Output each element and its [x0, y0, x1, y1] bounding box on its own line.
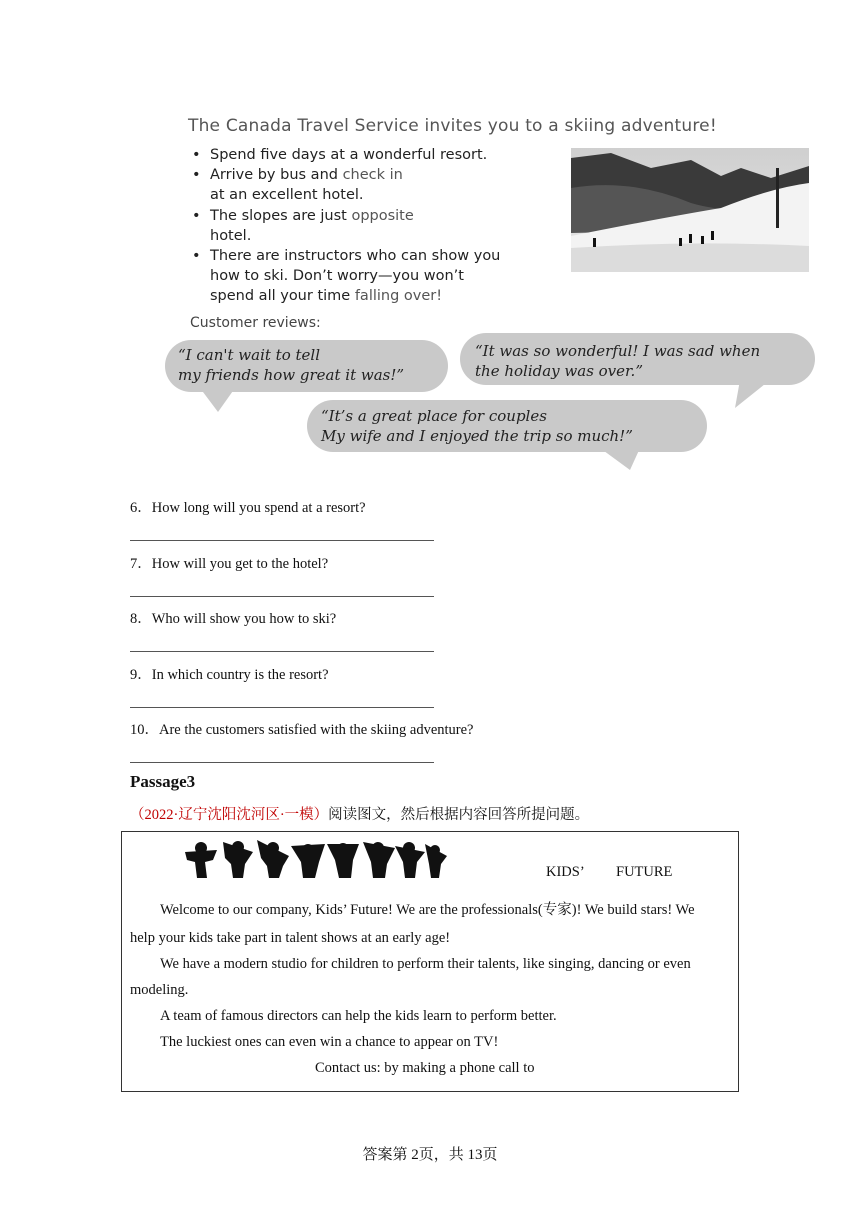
- ad-bullet-1: • Spend five days at a wonderful resort.: [192, 147, 488, 163]
- ad-bullet-4-line2: how to ski. Don’t worry—you won’t: [210, 268, 464, 284]
- kids-paragraph-1-line1: Welcome to our company, Kids’ Future! We are the professionals(专家)! We build stars! We: [160, 902, 695, 918]
- review-3: “It’s a great place for couples My wife and I enjoyed the trip so much!”: [321, 407, 633, 445]
- kids-paragraph-2-line2: modeling.: [130, 982, 189, 998]
- answer-line-7: [130, 596, 434, 597]
- ad-bullet-3: • The slopes are just opposite: [192, 208, 414, 224]
- ad-bullet-2: • Arrive by bus and check in: [192, 167, 403, 183]
- kids-paragraph-2-line1: We have a modern studio for children to perform their talents, like singing, dancing or even: [160, 956, 691, 972]
- ad-bullet-4: • There are instructors who can show you: [192, 248, 501, 264]
- answer-line-9: [130, 707, 434, 708]
- kids-paragraph-3: A team of famous directors can help the kids learn to perform better.: [160, 1008, 557, 1024]
- kids-header-2: FUTURE: [616, 864, 673, 880]
- passage-source-line: [130, 803, 589, 824]
- question-7: 7．How will you get to the hotel?: [130, 556, 329, 572]
- question-8: 8．Who will show you how to ski?: [130, 611, 337, 627]
- bullet-dot-icon: •: [192, 167, 201, 183]
- ad-bullet-2-line2: at an excellent hotel.: [210, 187, 364, 203]
- answer-line-10: [130, 762, 434, 763]
- reviews-label: Customer reviews:: [190, 315, 321, 331]
- review-2: “It was so wonderful! I was sad when the holiday was over.”: [475, 342, 761, 380]
- passage-instruction: 阅读图文，然后根据内容回答所提问题。: [328, 807, 590, 823]
- passage-title: Passage3: [130, 772, 196, 791]
- page-footer: 答案第 2页，共 13页: [362, 1147, 498, 1163]
- bullet-dot-icon: •: [192, 208, 201, 224]
- review-1: “I can't wait to tell my friends how great it was!”: [178, 346, 405, 384]
- kids-jumping-banner: [183, 838, 448, 880]
- ad-bullet-3-line2: hotel.: [210, 228, 252, 244]
- kids-header-1: KIDS’: [546, 864, 585, 880]
- bullet-dot-icon: •: [192, 147, 201, 163]
- passage-source: （2022·辽宁沈阳沈河区·一模）: [130, 807, 329, 823]
- answer-line-6: [130, 540, 434, 541]
- ad-title: The Canada Travel Service invites you to a skiing adventure!: [188, 116, 717, 136]
- kids-paragraph-4: The luckiest ones can even win a chance to appear on TV!: [160, 1034, 499, 1050]
- question-10: 10．Are the customers satisfied with the skiing adventure?: [130, 722, 474, 738]
- question-6: 6．How long will you spend at a resort?: [130, 500, 366, 516]
- answer-line-8: [130, 651, 434, 652]
- ski-resort-photo: [571, 148, 809, 272]
- bullet-dot-icon: •: [192, 248, 201, 264]
- kids-paragraph-1-line2: help your kids take part in talent shows at an early age!: [130, 930, 451, 946]
- ad-bullet-4-line3: spend all your time falling over!: [210, 288, 443, 304]
- kids-contact: Contact us: by making a phone call to: [315, 1060, 535, 1076]
- question-9: 9．In which country is the resort?: [130, 667, 329, 683]
